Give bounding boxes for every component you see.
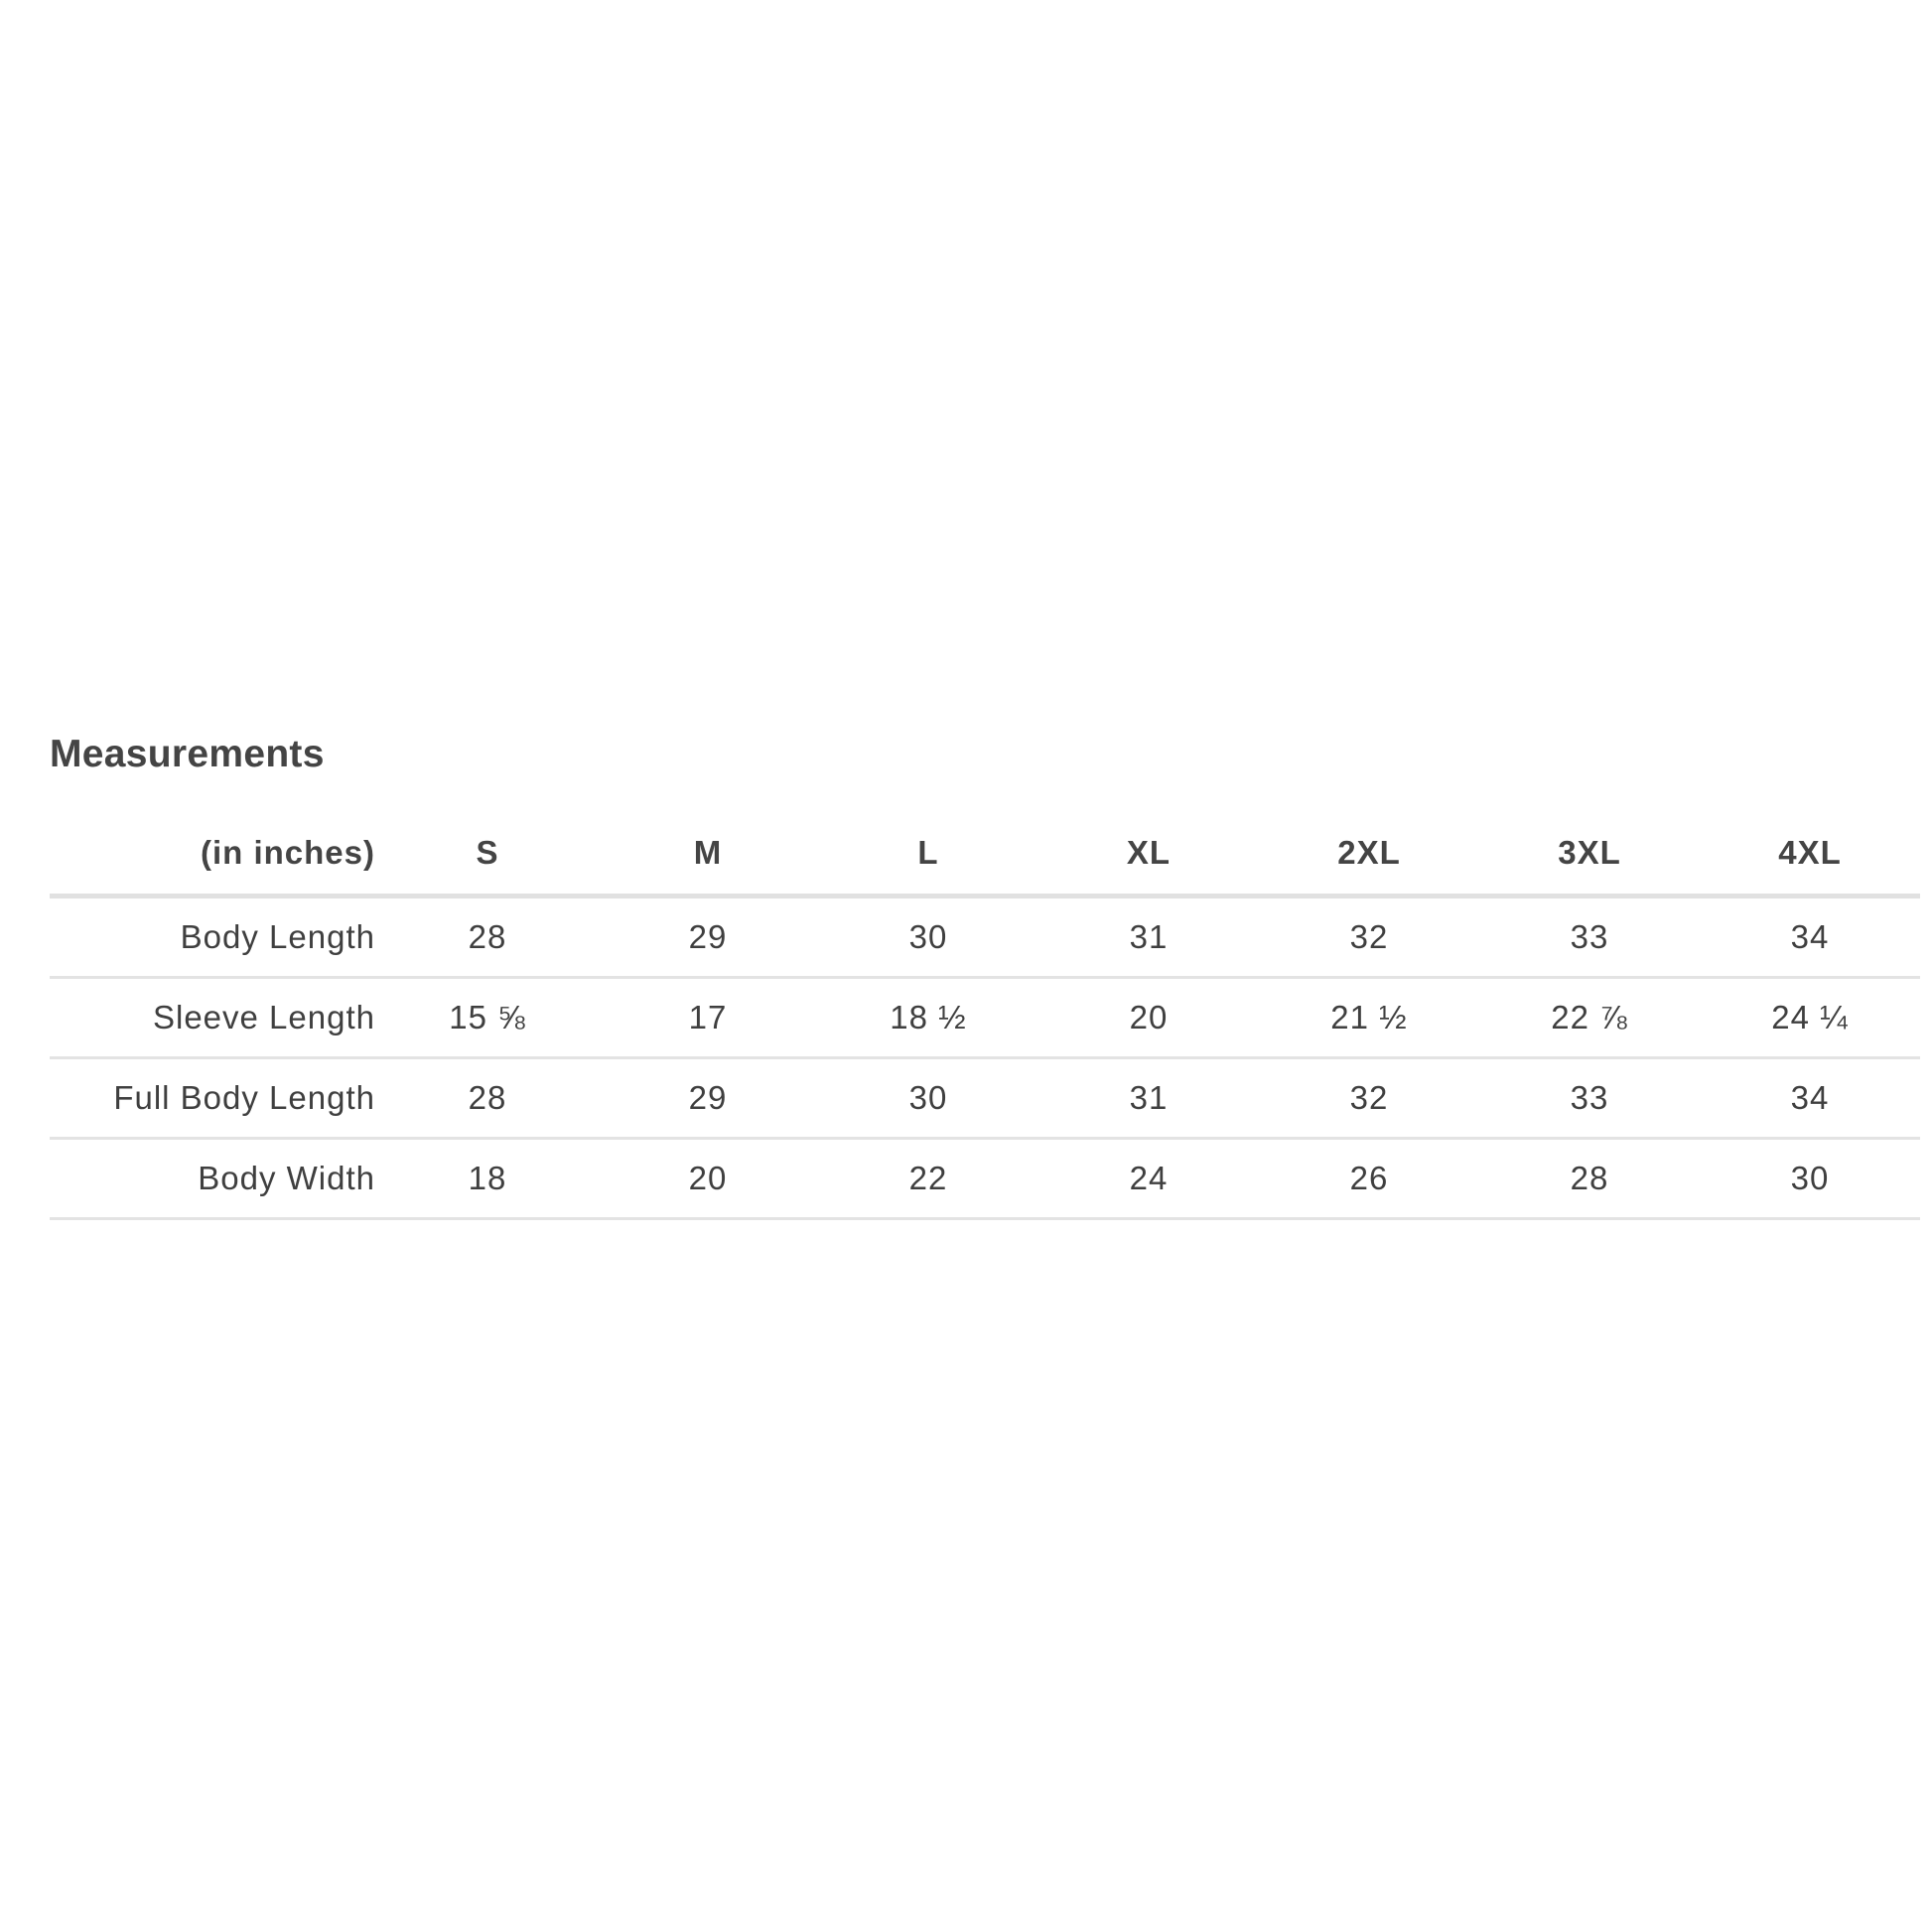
measurements-table (50, 812, 1920, 1220)
size-chart (50, 723, 1912, 1220)
table-cell: 31 (1038, 1058, 1259, 1139)
table-body (50, 897, 1920, 1219)
table-cell: 30 (818, 897, 1038, 978)
row-label-full-body-length: Full Body Length (50, 1058, 377, 1139)
table-cell: 22 (818, 1139, 1038, 1219)
table-cell: 26 (1259, 1139, 1479, 1219)
size-header-l: L (818, 812, 1038, 897)
table-cell: 28 (377, 897, 598, 978)
table-cell: 20 (598, 1139, 818, 1219)
table-cell: 21 ½ (1259, 978, 1479, 1058)
table-cell: 28 (1479, 1139, 1700, 1219)
table-row (50, 1058, 1920, 1139)
table-cell: 30 (818, 1058, 1038, 1139)
table-cell: 33 (1479, 897, 1700, 978)
table-cell: 31 (1038, 897, 1259, 978)
table-cell: 15 ⅝ (377, 978, 598, 1058)
table-cell: 32 (1259, 1058, 1479, 1139)
table-cell: 29 (598, 897, 818, 978)
size-header-m: M (598, 812, 818, 897)
row-label-body-length: Body Length (50, 897, 377, 978)
table-cell: 18 ½ (818, 978, 1038, 1058)
table-cell: 34 (1700, 897, 1920, 978)
table-row (50, 897, 1920, 978)
table-cell: 30 (1700, 1139, 1920, 1219)
table-cell: 32 (1259, 897, 1479, 978)
row-label-sleeve-length: Sleeve Length (50, 978, 377, 1058)
table-cell: 28 (377, 1058, 598, 1139)
table-cell: 20 (1038, 978, 1259, 1058)
table-row (50, 1139, 1920, 1219)
table-cell: 24 ¼ (1700, 978, 1920, 1058)
table-cell: 24 (1038, 1139, 1259, 1219)
unit-label: (in inches) (50, 812, 377, 897)
table-cell: 18 (377, 1139, 598, 1219)
size-header-2xl: 2XL (1259, 812, 1479, 897)
size-header-4xl: 4XL (1700, 812, 1920, 897)
size-header-s: S (377, 812, 598, 897)
table-row (50, 978, 1920, 1058)
row-label-body-width: Body Width (50, 1139, 377, 1219)
size-header-3xl: 3XL (1479, 812, 1700, 897)
table-cell: 17 (598, 978, 818, 1058)
size-header-xl: XL (1038, 812, 1259, 897)
header-row (50, 812, 1920, 897)
table-cell: 29 (598, 1058, 818, 1139)
table-header (50, 812, 1920, 897)
table-cell: 22 ⅞ (1479, 978, 1700, 1058)
table-cell: 33 (1479, 1058, 1700, 1139)
page-title: Measurements (50, 733, 325, 775)
table-cell: 34 (1700, 1058, 1920, 1139)
